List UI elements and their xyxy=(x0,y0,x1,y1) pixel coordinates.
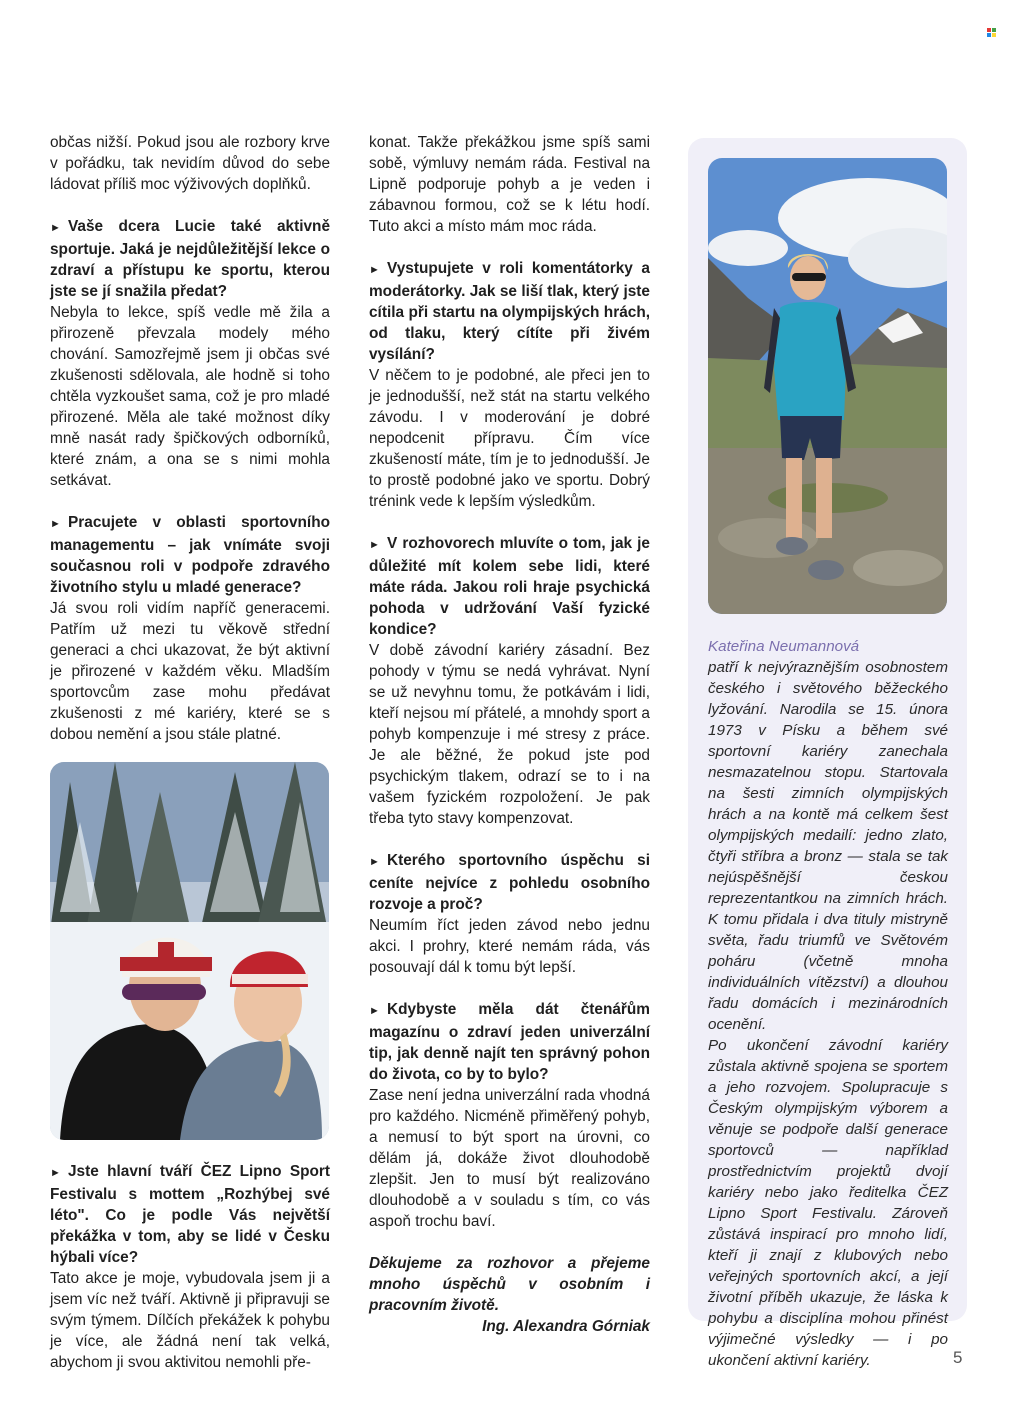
bio-text xyxy=(708,636,948,1371)
question: ► Kterého sportovního úspěchu si ceníte nejvíce z pohledu osobního rozvoje a proč? xyxy=(369,852,650,913)
triangle-bullet-icon: ► xyxy=(369,539,380,551)
author-signature: Ing. Alexandra Górniak xyxy=(482,1318,650,1335)
answer: Já svou roli vidím napříč generacemi. Patřím už mezi tu věkově střední generaci a chci ukazovat, že být aktivní je přirozené v každém věku. Mladším sportovcům zase mohu předávat zkušenosti z mé kariéry, které se s dobou nemění a jsou stále platné. xyxy=(50,600,330,743)
triangle-bullet-icon: ► xyxy=(369,856,380,868)
bio-paragraph: Kateřina Neumannová patří k nejvýraznějším osobnostem českého i světového běžeckého lyžování. Narodila se 15. února 1973 v Písku a během své sportovní kariéry zanechala nesmazatelnou stopu. Startovala na šesti zimních olympijských hrách a na kontě má celkem šest olympijských medailí: jedno zlato, čtyři stříbra a bronz — stala se tak nejúspěšnější českou reprezentantkou na zimních hrách. K tomu přidala i dva tituly mistryně světa, řadu triumfů ve Světovém poháru (včetně mnoha individuálních vítězství) a dlouhou řadu domácích i mezinárodních ocenění. xyxy=(708,638,948,1033)
person-name: Kateřina Neumannová xyxy=(708,638,860,655)
triangle-bullet-icon: ► xyxy=(369,264,380,276)
answer: Zase není jedna univerzální rada vhodná pro každého. Nicméně přiměřený pohyb, a nemusí to být sport na úrovni, co dělám já, dokáže život dlouhodobě zlepšit. Jen to musí být realizováno dlouhodobě a v souladu s tím, co vás aspoň trochu baví. xyxy=(369,1087,650,1230)
photo-mother-daughter-skiing xyxy=(50,762,329,1140)
answer: Tato akce je moje, vybudovala jsem ji a jsem víc než tváří. Aktivně ji připravuji se svým týmem. Dílčích překážek k pohybu je více, ale žádná není tak velká, abychom ji svou aktivitou nemohli pře- xyxy=(50,1270,330,1371)
question: ► Kdybyste měla dát čtenářům magazínu o zdraví jeden univerzální tip, jak denně najít ten správný pohon do života, co by to bylo? xyxy=(369,1001,650,1083)
bio-sidebar xyxy=(688,138,967,1369)
triangle-bullet-icon: ► xyxy=(50,222,61,234)
question: ► Jste hlavní tváří ČEZ Lipno Sport Festivalu s mottem „Rozhýbej své léto". Co je podle Vás největší překážka v tom, aby se lidé v Česku hýbali více? xyxy=(50,1163,330,1266)
paragraph: konat. Takže překážkou jsme spíš sami sobě, výmluvy nemám ráda. Festival na Lipně podporuje pohyb a je veden i zábavnou formou, což se k létu hodí. Tuto akci a místo mám moc ráda. xyxy=(369,134,650,235)
closing-thanks: Děkujeme za rozhovor a přejeme mnoho úspěchů v osobním i pracovním životě. xyxy=(369,1255,650,1314)
page-number: 5 xyxy=(953,1348,963,1367)
answer: V době závodní kariéry zásadní. Bez pohody v týmu se nedá vyhrávat. Nyní se už nevyhnu tomu, že potkávám i lidi, kteří nejsou mí přátelé, a mnohdy sport a pohyb kompenzuje i mé stresy z práce. Je ale běžné, že pokud jste pod psychickým tlakem, odrazí se to i na vašem fyzickém rozpoložení. Je pak třeba tyto stavy kompenzovat. xyxy=(369,642,650,827)
brand-logo-icon xyxy=(987,28,996,37)
question: ► Vystupujete v roli komentátorky a moderátorky. Jak se liší tlak, který jste cítila při startu na olympijských hrách, od tlaku, který cítíte při živém vysílání? xyxy=(369,260,650,363)
triangle-bullet-icon: ► xyxy=(50,518,61,530)
answer: Nebyla to lekce, spíš vedle mě žila a přirozeně převzala modely mého chování. Samozřejmě jsem ji občas své zkušenosti sdělovala, ale hodně si toho chtěla vyzkoušet sama, což je pro mladé přirozené. Měla ale také možnost díky mně nasát rady špičkových odborníků, které znám, a ona se s nimi mohla setkávat. xyxy=(50,304,330,489)
paragraph: občas nižší. Pokud jsou ale rozbory krve v pořádku, tak nevidím důvod do sebe ládovat příliš moc výživových doplňků. xyxy=(50,134,330,193)
question: ► Pracujete v oblasti sportovního managementu – jak vnímáte svoji současnou roli v podpoře zdravého životního stylu u mladé generace? xyxy=(50,514,330,596)
triangle-bullet-icon: ► xyxy=(50,1167,61,1179)
article-column-1 xyxy=(50,132,330,1373)
answer: Neumím říct jeden závod nebo jednu akci. I prohry, které nemám ráda, vás posouvají dál k tomu být lepší. xyxy=(369,917,650,976)
triangle-bullet-icon: ► xyxy=(369,1005,380,1017)
photo-mountain-hiker xyxy=(708,158,947,614)
bio-paragraph: Po ukončení závodní kariéry zůstala aktivně spojena se sportem a jeho rozvojem. Spolupracuje s Českým olympijským výborem a věnuje se podpoře další generace sportovců — například prostřednictvím projektů dvojí kariéry nebo jako ředitelka ČEZ Lipno Sport Festivalu. Zároveň zůstává inspirací pro mnoho lidí, kteří ji znají z klubových nebo veřejných sportovních akcí, a její životní příběh ukazuje, že láska k pohybu a disciplína mohou přinést výjimečné výsledky — i po ukončení aktivní kariéry. xyxy=(708,1037,948,1369)
question: ► V rozhovorech mluvíte o tom, jak je důležité mít kolem sebe lidi, které máte ráda. Jakou roli hraje psychická pohoda v udržování Vaší fyzické kondice? xyxy=(369,535,650,638)
article-column-2 xyxy=(369,132,650,1337)
answer: V něčem to je podobné, ale přeci jen to je jednodušší, než stát na startu velkého závodu. I v moderování je dobré nepodcenit přípravu. Čím více zkušeností máte, tím je to jednodušší. Je to prostě podobné jako ve sportu. Dobrý trénink vede k lepším výsledkům. xyxy=(369,367,650,510)
question: ► Vaše dcera Lucie také aktivně sportuje. Jaká je nejdůležitější lekce o zdraví a přístupu ke sportu, kterou jste se jí snažila předat? xyxy=(50,218,330,300)
